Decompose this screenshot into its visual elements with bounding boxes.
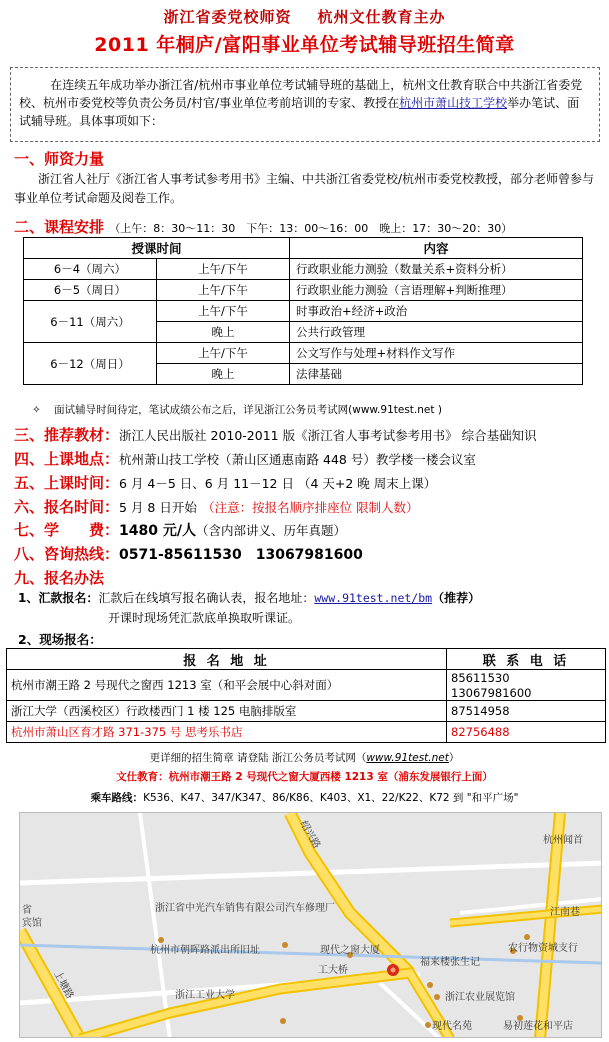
map-label: 浙江工业大学 <box>175 990 235 1001</box>
section-fee-title: 七、学 费： <box>14 521 120 539</box>
map-label: 上塘路 <box>51 969 76 1001</box>
map-label: 福来楼张生记 <box>420 957 480 968</box>
row-slot: 晚上 <box>157 364 290 385</box>
bus-routes <box>0 790 609 805</box>
section-classtime-title: 五、上课时间： <box>14 474 120 492</box>
section-hotline-title: 八、咨询热线： <box>14 545 120 563</box>
section-signup-time-title: 六、报名时间： <box>14 498 120 516</box>
col-time-header: 授课时间 <box>24 238 290 259</box>
section-location-text: 杭州萧山技工学校（萧山区通惠南路 448 号）教学楼一楼会议室 <box>119 452 476 467</box>
page-title: 2011 年桐庐/富阳事业单位考试辅导班招生简章 <box>94 34 515 56</box>
office-address: 文仕教育：杭州市潮王路 2 号现代之窗大厦西楼 1213 室（浦东发展银行上面） <box>116 771 493 783</box>
address-cell: 浙江大学（西溪校区）行政楼西门 1 楼 125 电脑排版室 <box>7 701 447 722</box>
map-canvas <box>20 813 602 1038</box>
section-schedule-heading <box>14 216 512 237</box>
row-slot: 上午/下午 <box>157 343 290 364</box>
map-label: 浙江省中光汽车销售有限公司汽车修理厂 <box>155 903 335 914</box>
remit-text: 汇款后在线填写报名确认表，报名地址： <box>98 591 315 605</box>
address-cell: 杭州市潮王路 2 号现代之窗西 1213 室（和平会展中心斜对面） <box>7 670 447 701</box>
section-faculty-text: 浙江省人社厅《浙江省人事考试参考用书》主编、中共浙江省委党校/杭州市委党校教授，部分老师曾参与事业单位考试命题及阅卷工作。 <box>14 172 595 205</box>
row-content: 行政职业能力测验（言语理解+判断推理） <box>290 280 583 301</box>
table-row <box>24 343 583 364</box>
row-slot: 上午/下午 <box>157 280 290 301</box>
table-header-row <box>7 649 606 670</box>
recommended-tag: （推荐） <box>432 591 481 605</box>
section-classtime <box>14 472 436 493</box>
row-date: 6－4（周六） <box>24 259 157 280</box>
row-date: 6－11（周六） <box>24 301 157 343</box>
col-phone-header: 联 系 电 话 <box>447 649 606 670</box>
map-label: 省 <box>22 905 32 916</box>
row-slot: 上午/下午 <box>157 301 290 322</box>
fee-amount: 1480 元/人 <box>119 523 196 539</box>
sparkle-icon: ✧ <box>32 404 41 416</box>
map-label: 农行物资城支行 <box>508 943 578 954</box>
table-row <box>24 301 583 322</box>
map-label: 工大桥 <box>318 965 348 976</box>
hotline-phones: 0571-85611530 13067981600 <box>119 547 363 563</box>
org-right: 杭州文仕教育主办 <box>317 8 446 26</box>
remit-label: 1、汇款报名： <box>18 591 99 605</box>
more-info-end: ） <box>448 752 460 764</box>
remit-line-2: 开课时现场凭汇款底单换取听课证。 <box>108 611 301 625</box>
section-location-title: 四、上课地点： <box>14 450 120 468</box>
section-signup-time <box>14 496 419 517</box>
table-row <box>24 280 583 301</box>
map-label: 易初莲花和平店 <box>503 1021 573 1032</box>
location-map[interactable] <box>19 812 602 1038</box>
map-label: 现代名苑 <box>432 1021 472 1032</box>
col-addr-header: 报 名 地 址 <box>7 649 447 670</box>
map-label: 杭州闻首 <box>543 835 583 846</box>
bus-text: K536、K47、347/K347、86/K86、K403、X1、22/K22、K72 到 "和平广场" <box>143 792 519 804</box>
intro-venue-link[interactable]: 杭州市萧山技工学校 <box>399 96 508 110</box>
more-info-text: 更详细的招生简章 请登陆 浙江公务员考试网（ <box>149 752 367 764</box>
map-label: 浙江农业展览馆 <box>445 992 515 1003</box>
bus-label: 乘车路线： <box>90 792 144 804</box>
row-slot: 晚上 <box>157 322 290 343</box>
row-content: 法律基础 <box>290 364 583 385</box>
schedule-table <box>23 237 583 385</box>
intro-text-after: 举办笔试、面试辅导班。具体事项如下： <box>19 96 580 128</box>
schedule-times: （上午：8：30～11：30 下午：13：00～16：00 晚上：17：30～20：30） <box>109 222 513 235</box>
phone-cell: 82756488 <box>447 722 606 743</box>
map-label: 杭州市朝晖路派出所旧址 <box>150 945 260 956</box>
signup-address-table <box>6 648 606 743</box>
signup-link[interactable]: www.91test.net/bm <box>314 591 433 605</box>
section-schedule-title: 二、课程安排 <box>14 218 105 236</box>
table-row <box>7 722 606 743</box>
section-textbook-title: 三、推荐教材： <box>14 426 120 444</box>
phone-cell: 85611530 13067981600 <box>447 670 606 701</box>
row-content: 公文写作与处理+材料作文写作 <box>290 343 583 364</box>
table-row <box>7 670 606 701</box>
remit-line <box>18 589 480 606</box>
intro-box <box>10 67 600 142</box>
interview-note-text: 面试辅导时间待定，笔试成绩公布之后，详见浙江公务员考试网(www.91test.net ) <box>54 404 442 416</box>
phone-cell: 87514958 <box>447 701 606 722</box>
section-signup-time-text: 5 月 8 日开始 <box>119 500 197 515</box>
intro-text-before: 在连续五年成功举办浙江省/杭州市事业单位考试辅导班的基础上，杭州文仕教育联合中共浙江省委党校、杭州市委党校等负责公务员/村官/事业单位考前培训的专家、教授在 <box>19 78 583 110</box>
col-content-header: 内容 <box>290 238 583 259</box>
section-signup-method-title: 九、报名办法 <box>14 569 105 587</box>
section-textbook <box>14 424 537 445</box>
fee-detail: （含内部讲义、历年真题） <box>195 523 346 538</box>
row-content: 时事政治+经济+政治 <box>290 301 583 322</box>
row-content: 行政职业能力测验（数量关系+资料分析） <box>290 259 583 280</box>
section-location <box>14 448 476 469</box>
table-row <box>7 701 606 722</box>
table-row <box>24 259 583 280</box>
row-slot: 上午/下午 <box>157 259 290 280</box>
map-label: 江南巷 <box>550 907 580 918</box>
row-date: 6－12（周日） <box>24 343 157 385</box>
org-left: 浙江省委党校师资 <box>163 8 292 26</box>
table-header-row <box>24 238 583 259</box>
section-fee <box>14 519 346 540</box>
row-date: 6－5（周日） <box>24 280 157 301</box>
onsite-label: 2、现场报名： <box>18 632 102 647</box>
more-info-link[interactable]: www.91test.net <box>366 752 449 764</box>
signup-notice: （注意：按报名顺序排座位 限制人数） <box>202 500 419 515</box>
map-label: 绍兴路 <box>297 819 322 851</box>
more-info-line <box>0 750 609 765</box>
section-textbook-text: 浙江人民出版社 2010-2011 版《浙江省人事考试参考用书》 综合基础知识 <box>119 428 537 443</box>
section-hotline <box>14 543 363 564</box>
interview-note <box>32 402 442 417</box>
section-faculty-title: 一、师资力量 <box>14 150 105 168</box>
address-cell: 杭州市萧山区育才路 371-375 号 思考乐书店 <box>7 722 447 743</box>
section-classtime-text: 6 月 4－5 日、6 月 11－12 日 （4 天+2 晚 周末上课） <box>119 476 437 491</box>
header-organizers <box>0 6 609 27</box>
map-label: 宾馆 <box>22 918 42 929</box>
row-content: 公共行政管理 <box>290 322 583 343</box>
map-label: 现代之窗大厦 <box>320 945 380 956</box>
